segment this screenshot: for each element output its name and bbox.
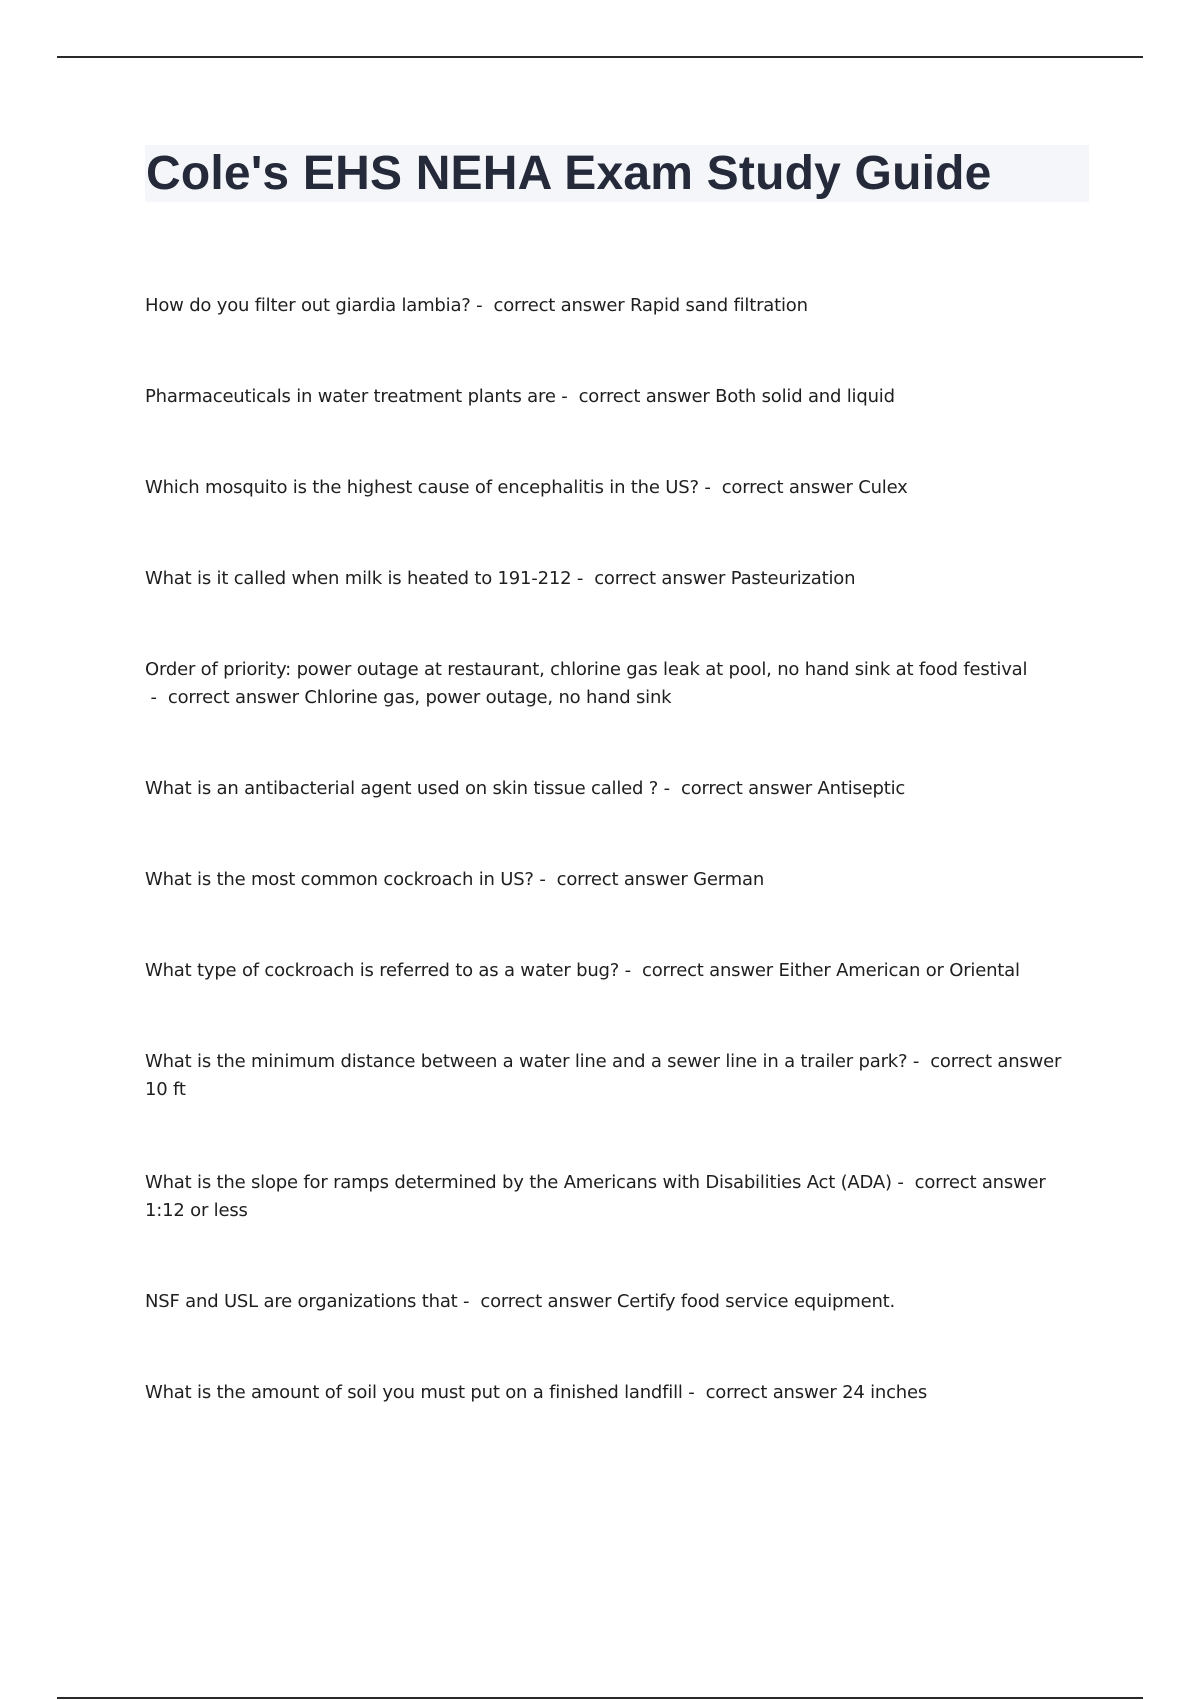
- answer-text: 24 inches: [842, 1382, 928, 1403]
- answer-text: Culex: [858, 477, 908, 498]
- answer-prefix: correct answer: [642, 960, 773, 981]
- answer-prefix: correct answer: [705, 1382, 837, 1403]
- answer-text: Certify food service equipment.: [616, 1291, 896, 1312]
- answer-prefix: correct answer: [167, 687, 299, 708]
- qa-item: What is it called when milk is heated to 191-212 - correct answer Pasteurization: [145, 568, 856, 589]
- answer-text: 10 ft: [145, 1079, 186, 1100]
- answer-prefix: correct answer: [930, 1051, 1062, 1072]
- qa-item: What is an antibacterial agent used on skin tissue called ? - correct answer Antiseptic: [145, 778, 906, 799]
- header-rule: [57, 56, 1143, 58]
- qa-item: How do you filter out giardia lambia? - correct answer Rapid sand filtration: [145, 295, 808, 316]
- answer-prefix: correct answer: [556, 869, 688, 890]
- question-text: What is the slope for ramps determined by the Americans with Disabilities Act (ADA): [145, 1172, 892, 1193]
- qa-item: Which mosquito is the highest cause of encephalitis in the US? - correct answer Culex: [145, 477, 908, 498]
- qa-item: Order of priority: power outage at restaurant, chlorine gas leak at pool, no hand sink at food festival - correct answer Chlorine gas, power outage, no hand sink: [145, 659, 1028, 708]
- question-text: What type of cockroach is referred to as a water bug?: [145, 960, 620, 981]
- footer-rule: [57, 1697, 1143, 1699]
- question-text: What is an antibacterial agent used on skin tissue called ?: [145, 778, 659, 799]
- question-text: What is the most common cockroach in US?: [145, 869, 534, 890]
- qa-item: What is the slope for ramps determined by the Americans with Disabilities Act (ADA) - correct answer 1:12 or less: [145, 1172, 1046, 1221]
- question-text: Pharmaceuticals in water treatment plants are: [145, 386, 556, 407]
- question-text: What is it called when milk is heated to 191-212: [145, 568, 572, 589]
- answer-text: 1:12 or less: [145, 1200, 248, 1221]
- page-title: Cole's EHS NEHA Exam Study Guide: [146, 147, 992, 200]
- qa-item: What type of cockroach is referred to as a water bug? - correct answer Either American or Oriental: [145, 960, 1020, 981]
- question-text: NSF and USL are organizations that: [145, 1291, 458, 1312]
- answer-text: Chlorine gas, power outage, no hand sink: [304, 687, 672, 708]
- answer-text: German: [693, 869, 765, 890]
- answer-prefix: correct answer: [721, 477, 853, 498]
- answer-text: Rapid sand filtration: [630, 295, 808, 316]
- qa-item: What is the most common cockroach in US? - correct answer German: [145, 869, 765, 890]
- question-text: What is the amount of soil you must put on a finished landfill: [145, 1382, 683, 1403]
- answer-prefix: correct answer: [493, 295, 625, 316]
- answer-prefix: correct answer: [594, 568, 726, 589]
- answer-text: Antiseptic: [817, 778, 906, 799]
- question-text: Which mosquito is the highest cause of encephalitis in the US?: [145, 477, 699, 498]
- answer-text: Either American or Oriental: [778, 960, 1020, 981]
- answer-text: Pasteurization: [730, 568, 856, 589]
- qa-item: What is the amount of soil you must put on a finished landfill - correct answer 24 inches: [145, 1382, 928, 1403]
- question-text: Order of priority: power outage at restaurant, chlorine gas leak at pool, no hand sink at food festival: [145, 659, 1028, 680]
- question-text: What is the minimum distance between a water line and a sewer line in a trailer park?: [145, 1051, 908, 1072]
- answer-prefix: correct answer: [480, 1291, 612, 1312]
- answer-text: Both solid and liquid: [715, 386, 895, 407]
- qa-item: Pharmaceuticals in water treatment plants are - correct answer Both solid and liquid: [145, 386, 895, 407]
- answer-prefix: correct answer: [681, 778, 812, 799]
- qa-item: What is the minimum distance between a water line and a sewer line in a trailer park? - correct answer 10 ft: [145, 1051, 1062, 1100]
- answer-prefix: correct answer: [578, 386, 710, 407]
- qa-item: NSF and USL are organizations that - correct answer Certify food service equipment.: [145, 1291, 896, 1312]
- answer-prefix: correct answer: [914, 1172, 1046, 1193]
- question-text: How do you filter out giardia lambia?: [145, 295, 471, 316]
